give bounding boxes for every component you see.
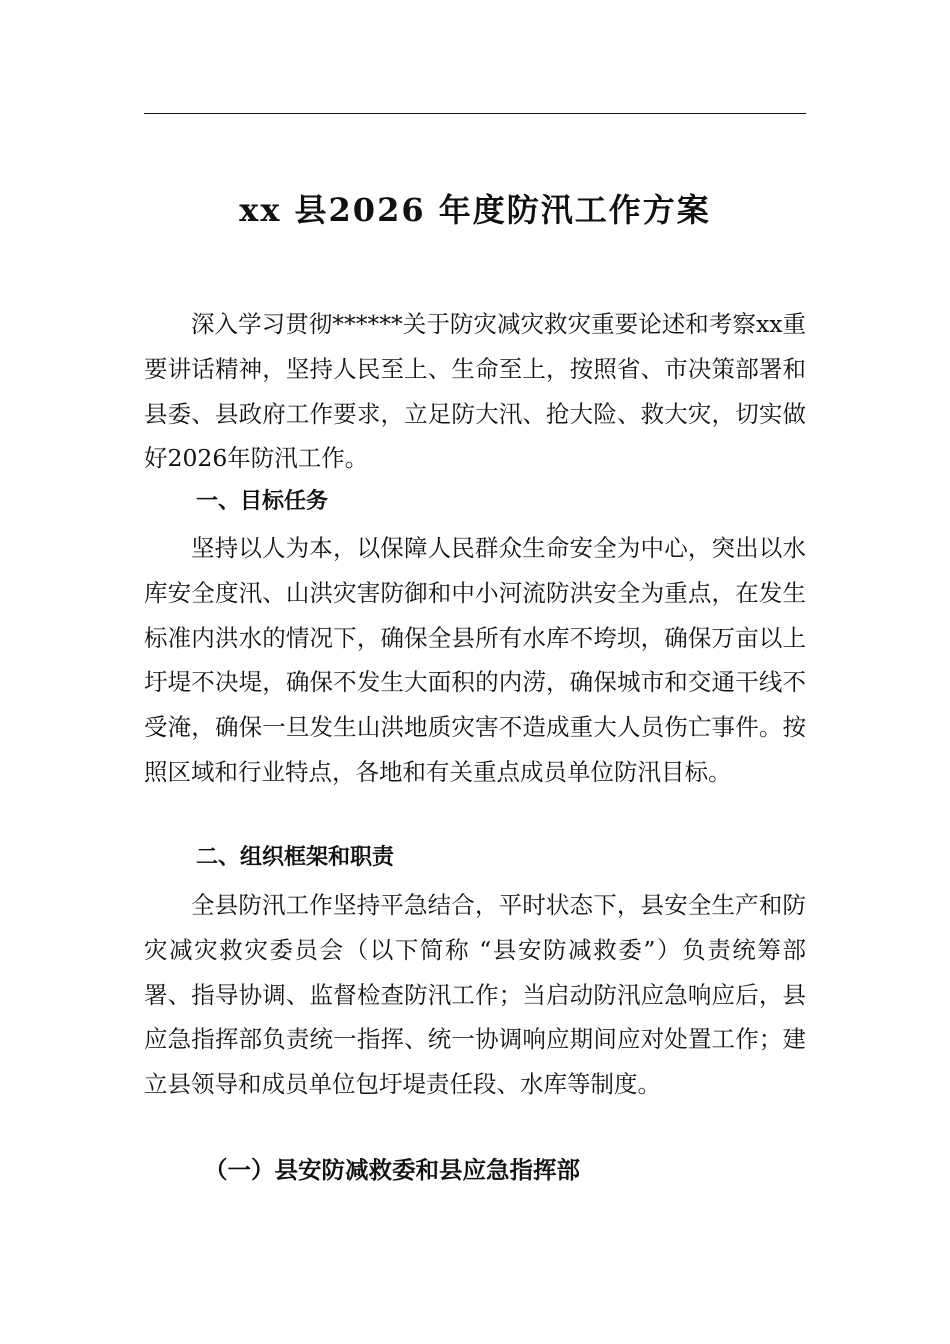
organization-paragraph: 全县防汛工作坚持平急结合，平时状态下，县安全生产和防灾减灾救灾委员会（以下简称 “县安防减救委”）负责统筹部署、指导协调、监督检查防汛工作；当启动防汛应急响应后，县应急指挥部负责统一指挥、统一协调响应期间应对处置工作；建立县领导和成员单位包圩堤责任段、水库等制度。 [144, 891, 806, 1099]
section-heading-goals: 一、目标任务 [196, 489, 329, 514]
subsection-heading-committee: （一）县安防减救委和县应急指挥部 [204, 1156, 580, 1184]
section-heading-organization: 二、组织框架和职责 [196, 845, 395, 870]
intro-paragraph: 深入学习贯彻******关于防灾减灾救灾重要论述和考察xx重要讲话精神，坚持人民至上、生命至上，按照省、市决策部署和县委、县政府工作要求，立足防大汛、抢大险、救大灾，切实做好2026年防汛工作。 [144, 310, 806, 473]
document-title: xx 县2026 年度防汛工作方案 [239, 191, 711, 229]
goals-paragraph: 坚持以人为本，以保障人民群众生命安全为中心，突出以水库安全度汛、山洪灾害防御和中小河流防洪安全为重点，在发生标准内洪水的情况下，确保全县所有水库不垮坝，确保万亩以上圩堤不决堤，确保不发生大面积的内涝，确保城市和交通干线不受淹，确保一旦发生山洪地质灾害不造成重大人员伤亡事件。按照区域和行业特点，各地和有关重点成员单位防汛目标。 [144, 534, 806, 786]
header-rule [144, 113, 806, 114]
